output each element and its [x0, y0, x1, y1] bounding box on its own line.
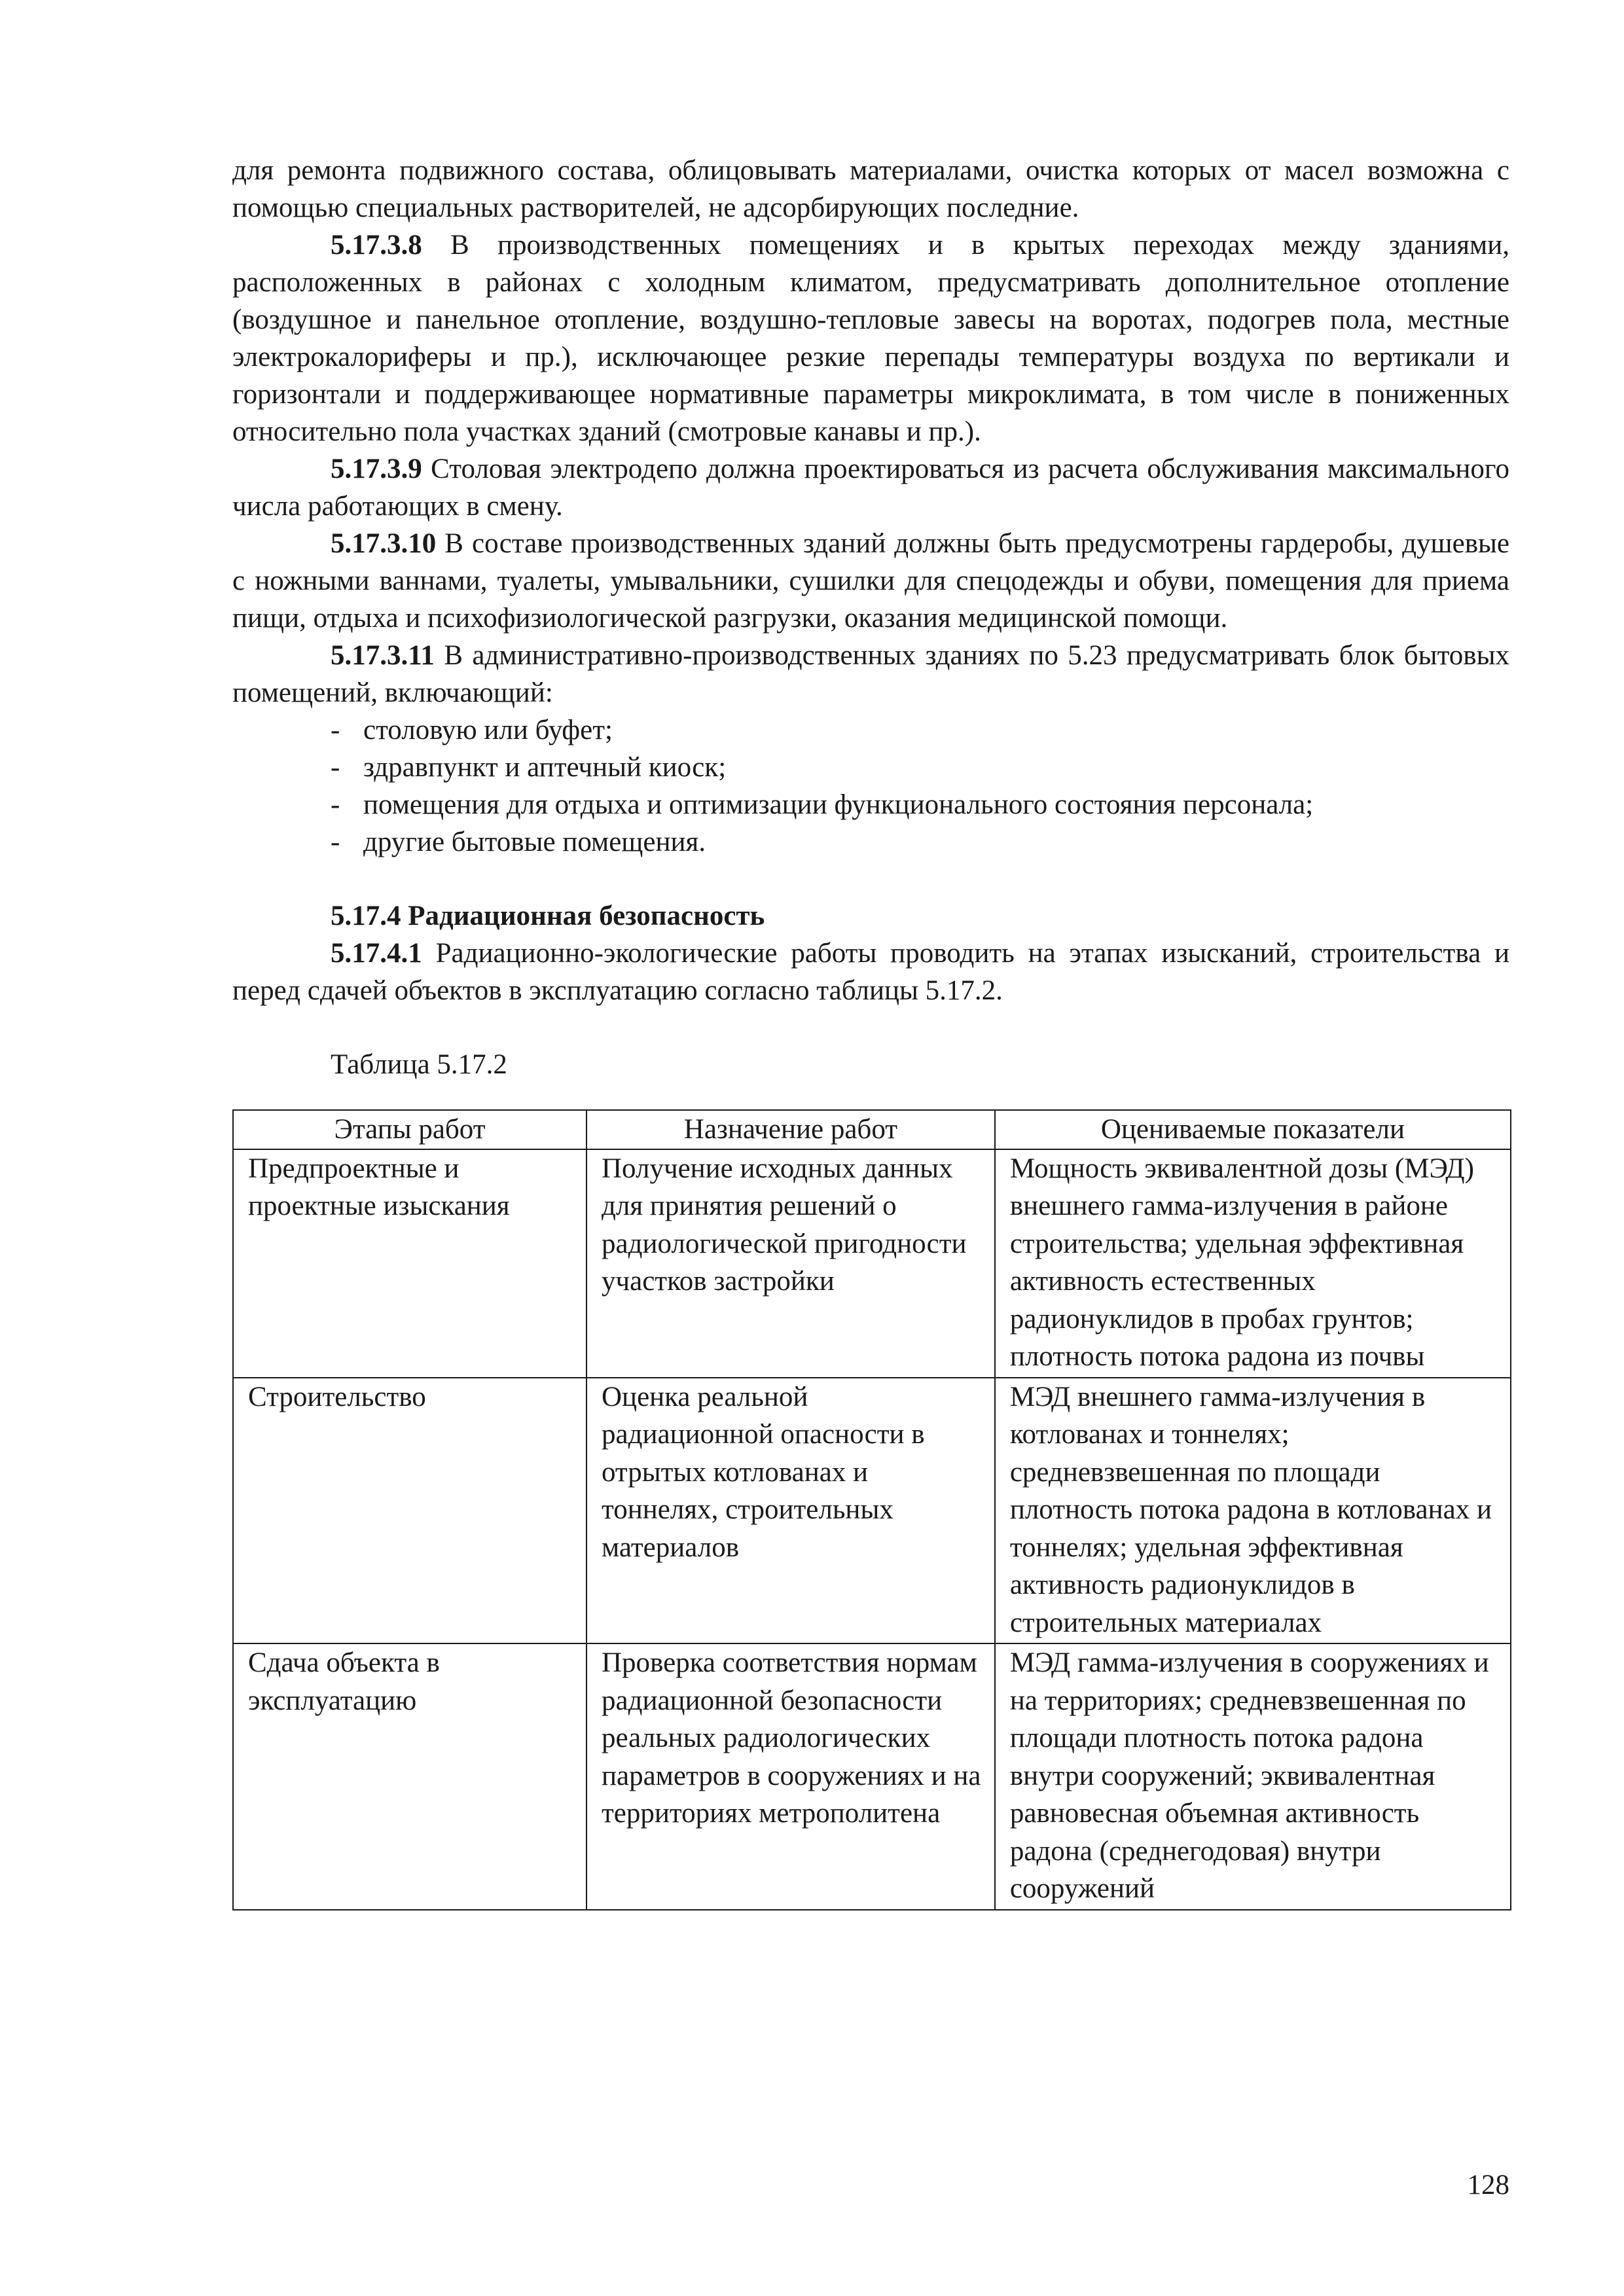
clause-number: 5.17.3.10 [331, 528, 437, 559]
list-item-text: здравпункт и аптечный киоск; [363, 752, 727, 783]
clause-text: В составе производственных зданий должны быть предусмотрены гардеробы, душевые с ножными ваннами, туалеты, умывальники, сушилки для спецодежды и обуви, помещения для приема пищи, отдыха и психофизиологической разгрузки, оказания медицинской помощи. [232, 528, 1509, 634]
table-cell: Оценка реальной радиационной опасности в отрытых котлованах и тоннелях, строительных материалов [586, 1378, 995, 1644]
table-row [233, 1149, 1511, 1378]
table-cell: Проверка соответствия нормам радиационной безопасности реальных радиологических параметров в сооружениях и на территориях метрополитена [586, 1643, 995, 1910]
list-dash: - [331, 752, 340, 783]
table-cell: Строительство [233, 1378, 586, 1644]
table-cell: МЭД внешнего гамма-излучения в котлованах и тоннелях; средневзвешенная по площади плотность потока радона в котлованах и тоннелях; удельная эффективная активность радионуклидов в строительных материалах [995, 1378, 1511, 1644]
list-item [232, 786, 1509, 823]
list-item-text: помещения для отдыха и оптимизации функционального состояния персонала; [363, 789, 1314, 820]
list-dash: - [331, 827, 340, 857]
table-caption: Таблица 5.17.2 [331, 1049, 507, 1080]
clause-text: В административно-производственных зданиях по 5.23 предусматривать блок бытовых помещений, включающий: [232, 640, 1509, 708]
list-item [232, 711, 1509, 749]
clause-text: Столовая электродепо должна проектироваться из расчета обслуживания максимального числа работающих в смену. [232, 454, 1509, 522]
header-purpose: Назначение работ [586, 1110, 995, 1149]
clause-number: 5.17.4.1 [331, 938, 422, 969]
paragraph-5-17-3-11 [232, 637, 1509, 711]
table-cell: Сдача объекта в эксплуатацию [233, 1643, 586, 1910]
clause-number: 5.17.3.11 [331, 640, 435, 671]
table-row [233, 1643, 1511, 1910]
table-cell: Получение исходных данных для принятия решений о радиологической пригодности участков застройки [586, 1149, 995, 1378]
page-number: 128 [1467, 2170, 1509, 2200]
clause-text: В производственных помещениях и в крытых переходах между зданиями, расположенных в районах с холодным климатом, предусматривать дополнительное отопление (воздушное и панельное отопление, воздушно-тепловые завесы на воротах, подогрев пола, местные электрокалориферы и пр.), исключающее резкие перепады температуры воздуха по вертикали и горизонтали и поддерживающее нормативные параметры микроклимата, в том числе в пониженных относительно пола участках зданий (смотровые канавы и пр.). [232, 230, 1509, 447]
header-stages: Этапы работ [233, 1110, 586, 1149]
clause-text: Радиационно-экологические работы проводить на этапах изысканий, строительства и перед сдачей объектов в эксплуатацию согласно таблицы 5.17.2. [232, 938, 1509, 1006]
paragraph-5-17-3-8 [232, 226, 1509, 450]
clause-number: 5.17.3.9 [331, 454, 422, 484]
amenities-list [232, 711, 1509, 861]
list-item [232, 823, 1509, 861]
paragraph-5-17-3-10 [232, 525, 1509, 637]
clause-number: 5.17.3.8 [331, 230, 422, 260]
radiation-works-table [232, 1109, 1511, 1910]
list-item-text: другие бытовые помещения. [363, 827, 706, 857]
paragraph-continuation: для ремонта подвижного состава, облицовывать материалами, очистка которых от масел возможна с помощью специальных растворителей, не адсорбирующих последние. [232, 155, 1509, 223]
list-item-text: столовую или буфет; [363, 715, 613, 745]
list-item [232, 749, 1509, 786]
list-dash: - [331, 715, 340, 745]
table-cell: МЭД гамма-излучения в сооружениях и на территориях; средневзвешенная по площади плотность потока радона внутри сооружений; эквивалентная равновесная объемная активность радона (среднегодовая) внутри сооружений [995, 1643, 1511, 1910]
table-row [233, 1378, 1511, 1644]
table-cell: Предпроектные и проектные изыскания [233, 1149, 586, 1378]
paragraph-5-17-4-1 [232, 935, 1509, 1009]
table-cell: Мощность эквивалентной дозы (МЭД) внешнего гамма-излучения в районе строительства; удельная эффективная активность естественных радионуклидов в пробах грунтов; плотность потока радона из почвы [995, 1149, 1511, 1378]
paragraph-5-17-3-9 [232, 450, 1509, 525]
list-dash: - [331, 789, 340, 820]
header-indicators: Оцениваемые показатели [995, 1110, 1511, 1149]
table-header-row [233, 1110, 1511, 1149]
document-page [232, 152, 1509, 1910]
section-heading: 5.17.4 Радиационная безопасность [331, 901, 765, 931]
